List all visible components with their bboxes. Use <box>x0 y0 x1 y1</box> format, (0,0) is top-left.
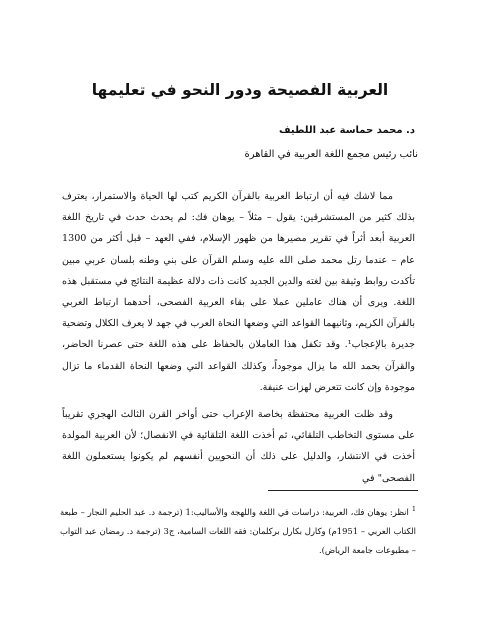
page-title: العربية الفصيحة ودور النحو في تعليمها <box>91 81 389 99</box>
author-name: د. محمد حماسة عبد اللطيف <box>279 125 415 136</box>
paragraph-2: وقد ظلت العربية محتفظة بخاصة الإعراب حتى أواخر القرن الثالث الهجري تقريباً على مستوى التخاطب التلقائي، ثم أخذت اللغة التلقائية في الانفصال؛ لأن العربية المولدة أخذت في الانتشار، والدليل على ذلك أن النحويين أنفسهم لم يكونوا يستعملون اللغة الفصحى" في <box>62 409 415 484</box>
footnote-divider <box>268 490 418 491</box>
footnote-marker: 1 <box>411 505 416 513</box>
author-affiliation: نائب رئيس مجمع اللغة العربية في القاهرة <box>244 149 418 160</box>
footnote-text: انظر: يوهان فك، العربية: دراسات في اللغة واللهجة والأساليب:1 (ترجمة د. عبد الحليم النجار – طبعة الكتاب العربي – 1951م) وكارل بكارل بركلمان: فقه اللغات السامية، ج3 (ترجمة د. رمضان عبد التواب – مطبوعات جامعة الرياض). <box>60 506 416 555</box>
paragraph-1: مما لاشك فيه أن ارتباط العربية بالقرآن الكريم كتب لها الحياة والاستمرار، يعترف بذلك كثير من المستشرقين: يقول – مثلاً – يوهان فك: لم يحدث حدث في تاريخ اللغة العربية أبعد أثراً في تقرير مصيرها من ظهور الإسلام، ففي العهد – قبل أكثر من 1300 عام – عندما رتل محمد صلى الله عليه وسلم القرآن على بني وطنه بلسان عربي مبين تأكدت روابط وثيقة بين لغته والدين الجديد كانت ذات دلالة عظيمة النتائج في مستقبل هذه اللغة. ويرى أن هناك عاملين عملا على بقاء العربية الفصحى، أحدهما ارتباط العربي بالقرآن الكريم، وثانيهما القواعد التي وضعها النحاة العرب في جهد لا يعرف الكلال وتضحية جديرة بالإعجاب¹. وقد تكفل هذا العاملان بالحفاظ على هذه اللغة حتى عصرنا الحاضر، والقرآن بحمد الله ما يزال موجوداً، وكذلك القواعد التي وضعها النحاة القدماء ما تزال موجودة وإن كانت تتعرض لهزات عنيفة. <box>62 191 415 393</box>
body-text <box>62 186 415 489</box>
footnote <box>60 500 416 560</box>
